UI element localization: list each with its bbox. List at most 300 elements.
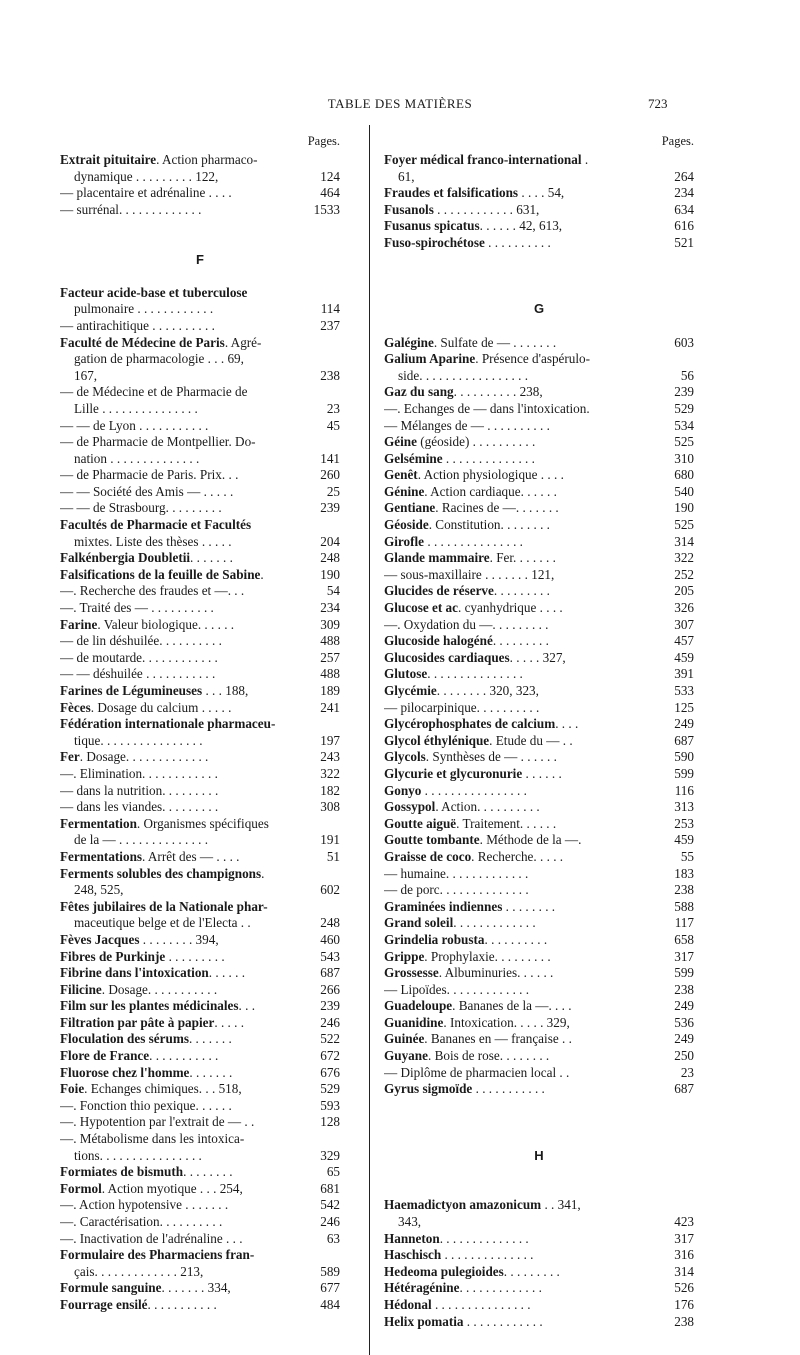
- entry-page: 190: [674, 500, 694, 516]
- index-entry-continuation: [60, 1264, 340, 1281]
- entry-page: 533: [674, 683, 694, 698]
- entry-page: 529: [674, 400, 694, 416]
- index-entry: [60, 683, 340, 700]
- entry-text: Fermentation. Organismes spécifiques: [60, 815, 269, 831]
- entry-text: Hedeoma pulegioides. . . . . . . . .: [384, 1263, 560, 1279]
- entry-text: —. Fonction thio pexique. . . . . .: [60, 1097, 232, 1113]
- entry-page: 459: [674, 649, 694, 665]
- entry-page: 687: [674, 732, 694, 748]
- index-entry: [384, 949, 694, 966]
- index-entry: [60, 617, 340, 634]
- index-entry-continuation: [60, 882, 340, 899]
- entry-text: çais. . . . . . . . . . . . . 213,: [74, 1263, 204, 1279]
- spacer: [384, 1181, 694, 1198]
- entry-text: Grippe. Prophylaxie. . . . . . . . .: [384, 948, 551, 964]
- index-entry: [384, 882, 694, 899]
- index-entry: [60, 152, 340, 169]
- entry-page: 257: [320, 649, 340, 665]
- entry-text: — — de Lyon . . . . . . . . . . .: [60, 417, 209, 433]
- entry-text: Galégine. Sulfate de — . . . . . . .: [384, 334, 557, 350]
- entry-text: maceutique belge et de l'Electa . .: [74, 915, 251, 931]
- index-entry: [60, 899, 340, 916]
- index-entry: [60, 633, 340, 650]
- index-entry: [384, 816, 694, 833]
- entry-page: 238: [674, 981, 694, 997]
- entry-text: Fraudes et falsifications . . . . 54,: [384, 185, 565, 201]
- entry-text: gation de pharmacologie . . . 69,: [74, 351, 244, 367]
- index-entry: [384, 517, 694, 534]
- entry-page: 599: [674, 765, 694, 781]
- index-entry: [384, 384, 694, 401]
- index-entry: [60, 650, 340, 667]
- entry-page: 190: [320, 566, 340, 582]
- index-entry: [384, 202, 694, 219]
- entry-text: —. Recherche des fraudes et —. . .: [60, 583, 245, 599]
- entry-page: 253: [674, 815, 694, 831]
- index-entry: [60, 700, 340, 717]
- entry-text: mixtes. Liste des thèses . . . . .: [74, 533, 232, 549]
- entry-page: 308: [320, 799, 340, 815]
- index-entry: [60, 500, 340, 517]
- entry-page: 459: [674, 832, 694, 848]
- index-entry-continuation: [60, 301, 340, 318]
- entry-text: — de Médecine et de Pharmacie de: [60, 384, 248, 400]
- entry-text: Guadeloupe. Bananes de la —. . . .: [384, 998, 572, 1014]
- entry-text: Floculation des sérums. . . . . . .: [60, 1031, 232, 1047]
- left-column: [60, 130, 340, 1314]
- index-entry: [384, 683, 694, 700]
- entry-text: Faculté de Médecine de Paris. Agré-: [60, 334, 262, 350]
- spacer: [384, 268, 694, 285]
- entry-page: 45: [326, 417, 340, 433]
- index-entry-continuation: [60, 401, 340, 418]
- entry-text: Goutte aiguë. Traitement. . . . . .: [384, 815, 557, 831]
- column-divider: [369, 125, 370, 1355]
- entry-text: 61,: [398, 168, 415, 184]
- index-entry: [60, 965, 340, 982]
- entry-text: —. Inactivation de l'adrénaline . . .: [60, 1230, 243, 1246]
- index-entry: [384, 1048, 694, 1065]
- index-entry: [384, 633, 694, 650]
- index-entry-continuation: [384, 169, 694, 186]
- spacer: [384, 252, 694, 269]
- entry-text: Falkénbergia Doubletii. . . . . . .: [60, 550, 233, 566]
- entry-text: Farines de Légumineuses . . . 188,: [60, 683, 249, 698]
- entry-page: 529: [320, 1081, 340, 1097]
- index-entry-continuation: [60, 832, 340, 849]
- index-entry: [60, 1131, 340, 1148]
- index-entry: [384, 998, 694, 1015]
- entry-page: 260: [320, 467, 340, 483]
- entry-page: 238: [674, 882, 694, 898]
- index-entry: [384, 849, 694, 866]
- entry-page: 534: [674, 417, 694, 433]
- entry-page: 238: [674, 1313, 694, 1329]
- entry-page: 634: [674, 201, 694, 217]
- index-entry: [384, 733, 694, 750]
- index-entry-continuation: [384, 368, 694, 385]
- entry-page: 681: [320, 1180, 340, 1196]
- entry-page: 522: [320, 1031, 340, 1047]
- index-entry: [384, 749, 694, 766]
- entry-text: tique. . . . . . . . . . . . . . . .: [74, 732, 203, 748]
- entry-text: Glucoside halogéné. . . . . . . . .: [384, 633, 549, 649]
- index-entry: [60, 1214, 340, 1231]
- index-entry: [384, 700, 694, 717]
- entry-text: Helix pomatia . . . . . . . . . . . .: [384, 1313, 543, 1329]
- index-entry: [384, 235, 694, 252]
- entry-page: 314: [674, 533, 694, 549]
- entry-text: Fibres de Purkinje . . . . . . . . .: [60, 948, 225, 964]
- entry-page: 687: [320, 965, 340, 981]
- entry-text: — sous-maxillaire . . . . . . . 121,: [384, 566, 555, 582]
- entry-page: 51: [326, 848, 340, 864]
- entry-text: —. Caractérisation. . . . . . . . . .: [60, 1214, 223, 1229]
- entry-text: — dans les viandes. . . . . . . . .: [60, 799, 219, 815]
- index-entry: [60, 600, 340, 617]
- index-entry: [384, 1297, 694, 1314]
- index-entry: [60, 467, 340, 484]
- entry-text: — Mélanges de — . . . . . . . . . .: [384, 417, 550, 433]
- entry-page: 464: [320, 185, 340, 201]
- entry-text: — antirachitique . . . . . . . . . .: [60, 317, 215, 333]
- entry-text: Facteur acide-base et tuberculose: [60, 284, 248, 300]
- entry-page: 536: [674, 1014, 694, 1030]
- entry-text: — Diplôme de pharmacien local . .: [384, 1064, 570, 1080]
- index-entry: [60, 550, 340, 567]
- entry-text: Glutose. . . . . . . . . . . . . . .: [384, 666, 523, 682]
- index-entry: [384, 666, 694, 683]
- entry-text: Guinée. Bananes en — française . .: [384, 1031, 572, 1047]
- entry-page: 314: [674, 1263, 694, 1279]
- index-entry: [384, 1065, 694, 1082]
- index-entry: [60, 1114, 340, 1131]
- entry-text: Facultés de Pharmacie et Facultés: [60, 517, 252, 533]
- entry-text: — pilocarpinique. . . . . . . . . .: [384, 699, 540, 715]
- index-entry: [60, 799, 340, 816]
- index-entry: [60, 1065, 340, 1082]
- entry-text: Gentiane. Racines de —. . . . . . .: [384, 500, 559, 516]
- entry-text: Fédération internationale pharmaceu-: [60, 716, 276, 732]
- index-entry: [384, 1197, 694, 1214]
- entry-page: 322: [674, 550, 694, 566]
- entry-text: Filicine. Dosage. . . . . . . . . . .: [60, 981, 218, 997]
- entry-text: Galium Aparine. Présence d'aspérulo-: [384, 351, 591, 367]
- entry-text: Haemadictyon amazonicum . . 341,: [384, 1197, 581, 1213]
- entry-page: 250: [674, 1048, 694, 1064]
- index-entry: [60, 849, 340, 866]
- entry-text: — dans la nutrition. . . . . . . . .: [60, 782, 219, 798]
- index-entry: [384, 351, 694, 368]
- entry-page: 248: [320, 550, 340, 566]
- entry-text: side. . . . . . . . . . . . . . . . .: [398, 367, 529, 383]
- index-entry: [384, 650, 694, 667]
- entry-text: tions. . . . . . . . . . . . . . . .: [74, 1147, 202, 1163]
- index-entry: [60, 816, 340, 833]
- entry-page: 310: [674, 450, 694, 466]
- entry-text: Glucosides cardiaques. . . . . 327,: [384, 649, 566, 665]
- entry-page: 616: [674, 218, 694, 234]
- entry-page: 241: [320, 699, 340, 715]
- entry-page: 525: [674, 434, 694, 450]
- index-entry: [384, 185, 694, 202]
- entry-text: — de lin déshuilée. . . . . . . . . .: [60, 633, 222, 649]
- entry-text: Grossesse. Albuminuries. . . . . .: [384, 965, 554, 981]
- entry-text: 343,: [398, 1214, 422, 1229]
- entry-page: 266: [320, 981, 340, 997]
- index-entry-continuation: [60, 915, 340, 932]
- index-entry: [384, 500, 694, 517]
- section-letter: H: [534, 1147, 544, 1163]
- entry-page: 525: [674, 517, 694, 533]
- entry-text: Foie. Echanges chimiques. . . 518,: [60, 1081, 242, 1097]
- index-entry: [384, 982, 694, 999]
- index-entry: [60, 949, 340, 966]
- index-entry: [60, 484, 340, 501]
- entry-page: 264: [674, 168, 694, 184]
- spacer: [384, 318, 694, 335]
- entry-page: 309: [320, 616, 340, 632]
- spacer: [384, 1114, 694, 1131]
- index-entry: [384, 567, 694, 584]
- index-entry: [60, 1181, 340, 1198]
- entry-text: Gonyo . . . . . . . . . . . . . . . .: [384, 782, 527, 798]
- entry-page: 197: [320, 732, 340, 748]
- entry-text: 167,: [74, 367, 98, 383]
- entry-page: 56: [680, 367, 694, 383]
- entry-text: Fêtes jubilaires de la Nationale phar-: [60, 898, 268, 914]
- entry-text: Guyane. Bois de rose. . . . . . . .: [384, 1048, 550, 1064]
- entry-page: 317: [674, 1230, 694, 1246]
- entry-page: 317: [674, 948, 694, 964]
- entry-page: 588: [674, 898, 694, 914]
- index-entry: [60, 583, 340, 600]
- entry-text: Glucides de réserve. . . . . . . . .: [384, 583, 550, 599]
- entry-page: 542: [320, 1197, 340, 1213]
- entry-page: 239: [320, 998, 340, 1014]
- index-entry: [60, 1197, 340, 1214]
- entry-page: 249: [674, 1031, 694, 1047]
- entry-page: 246: [320, 1214, 340, 1229]
- entry-text: Formule sanguine. . . . . . . 334,: [60, 1280, 231, 1296]
- entry-text: — placentaire et adrénaline . . . .: [60, 185, 232, 201]
- index-entry: [384, 583, 694, 600]
- index-entry: [60, 202, 340, 219]
- right-column: [384, 130, 694, 1330]
- entry-text: Farine. Valeur biologique. . . . . .: [60, 616, 235, 632]
- entry-text: nation . . . . . . . . . . . . . .: [74, 450, 200, 466]
- entry-text: Fibrine dans l'intoxication. . . . . .: [60, 965, 246, 981]
- index-entry: [60, 567, 340, 584]
- entry-page: 25: [326, 483, 340, 499]
- entry-page: 589: [320, 1263, 340, 1279]
- entry-text: Hédonal . . . . . . . . . . . . . . .: [384, 1296, 531, 1312]
- entry-text: —. Traité des — . . . . . . . . . .: [60, 600, 214, 616]
- entry-text: Fuso-spirochétose . . . . . . . . . .: [384, 234, 551, 250]
- entry-text: Grindelia robusta. . . . . . . . . .: [384, 931, 548, 947]
- index-entry: [60, 783, 340, 800]
- index-entry-continuation: [60, 169, 340, 186]
- entry-page: 313: [674, 799, 694, 815]
- entry-text: Fer. Dosage. . . . . . . . . . . . .: [60, 749, 209, 765]
- pages-label: Pages.: [307, 134, 340, 148]
- index-entry: [60, 1048, 340, 1065]
- index-entry: [60, 866, 340, 883]
- entry-text: —. Métabolisme dans les intoxica-: [60, 1131, 245, 1147]
- index-entry: [60, 1280, 340, 1297]
- entry-page: 117: [674, 915, 694, 931]
- entry-text: — de moutarde. . . . . . . . . . . .: [60, 649, 218, 665]
- index-entry-continuation: [60, 351, 340, 368]
- entry-text: Falsifications de la feuille de Sabine.: [60, 566, 264, 582]
- index-entry-continuation: [60, 733, 340, 750]
- entry-text: Goutte tombante. Méthode de la —.: [384, 832, 582, 848]
- index-entry: [384, 152, 694, 169]
- entry-text: Glande mammaire. Fer. . . . . . .: [384, 550, 556, 566]
- index-entry: [60, 1231, 340, 1248]
- index-entry: [60, 1031, 340, 1048]
- entry-page: 128: [320, 1114, 340, 1130]
- entry-text: Fluorose chez l'homme. . . . . . .: [60, 1064, 233, 1080]
- entry-page: 543: [320, 948, 340, 964]
- entry-page: 243: [320, 749, 340, 765]
- index-entry: [60, 1098, 340, 1115]
- index-entry: [384, 434, 694, 451]
- index-entry: [60, 932, 340, 949]
- index-entry: [60, 418, 340, 435]
- entry-text: —. Action hypotensive . . . . . . .: [60, 1197, 229, 1213]
- entry-text: Genêt. Action physiologique . . . .: [384, 467, 564, 483]
- index-entry: [60, 716, 340, 733]
- entry-text: Fèces. Dosage du calcium . . . . .: [60, 699, 232, 715]
- entry-page: 658: [674, 931, 694, 947]
- entry-text: Haschisch . . . . . . . . . . . . . .: [384, 1247, 534, 1263]
- index-entry: [384, 766, 694, 783]
- entry-page: 677: [320, 1280, 340, 1296]
- entry-text: Graisse de coco. Recherche. . . . .: [384, 848, 564, 864]
- index-entry-continuation: [60, 534, 340, 551]
- index-entry: [384, 451, 694, 468]
- entry-text: Grand soleil. . . . . . . . . . . . .: [384, 915, 536, 931]
- index-entry: [60, 185, 340, 202]
- entry-text: Formiates de bismuth. . . . . . . .: [60, 1164, 233, 1180]
- index-entry-continuation: [60, 451, 340, 468]
- index-entry: [384, 484, 694, 501]
- entry-page: 205: [674, 583, 694, 599]
- entry-text: Hanneton. . . . . . . . . . . . . .: [384, 1230, 529, 1246]
- entry-page: 23: [680, 1064, 694, 1080]
- entry-text: —. Hypotention par l'extrait de — . .: [60, 1114, 255, 1130]
- entry-page: 246: [320, 1014, 340, 1030]
- spacer: [60, 268, 340, 285]
- entry-page: 248: [320, 915, 340, 931]
- entry-page: 239: [320, 500, 340, 516]
- entry-page: 680: [674, 467, 694, 483]
- entry-text: Gossypol. Action. . . . . . . . . .: [384, 799, 540, 815]
- index-entry-continuation: [60, 1148, 340, 1165]
- entry-page: 329: [320, 1147, 340, 1163]
- index-entry: [384, 1247, 694, 1264]
- entry-text: — — de Strasbourg. . . . . . . . .: [60, 500, 222, 516]
- entry-text: Gelsémine . . . . . . . . . . . . . .: [384, 450, 535, 466]
- entry-text: Lille . . . . . . . . . . . . . . .: [74, 400, 198, 416]
- entry-text: Flore de France. . . . . . . . . . .: [60, 1048, 219, 1064]
- entry-page: 423: [674, 1214, 694, 1229]
- section-letter: G: [533, 301, 545, 317]
- index-entry: [60, 285, 340, 302]
- index-entry: [384, 783, 694, 800]
- entry-text: Géoside. Constitution. . . . . . . .: [384, 517, 550, 533]
- entry-page: 239: [674, 384, 694, 400]
- entry-page: 484: [320, 1296, 340, 1312]
- entry-text: — surrénal. . . . . . . . . . . . .: [60, 201, 202, 217]
- entry-text: — de Pharmacie de Montpellier. Do-: [60, 434, 256, 450]
- index-entry: [60, 749, 340, 766]
- index-entry: [384, 218, 694, 235]
- entry-text: —. Oxydation du —. . . . . . . . .: [384, 616, 549, 632]
- index-entry: [384, 965, 694, 982]
- entry-page: 237: [320, 317, 340, 333]
- entry-page: 125: [674, 699, 694, 715]
- entry-page: 540: [674, 483, 694, 499]
- index-entry: [60, 766, 340, 783]
- entry-text: Glycérophosphates de calcium. . . .: [384, 716, 579, 732]
- index-entry: [60, 517, 340, 534]
- entry-page: 603: [674, 334, 694, 350]
- entry-text: Glycémie. . . . . . . . 320, 323,: [384, 683, 539, 698]
- entry-page: 114: [320, 301, 340, 317]
- index-entry: [60, 384, 340, 401]
- entry-page: 204: [320, 533, 340, 549]
- entry-text: 248, 525,: [74, 882, 124, 898]
- entry-page: 249: [674, 716, 694, 732]
- entry-page: 65: [326, 1164, 340, 1180]
- entry-page: 63: [326, 1230, 340, 1246]
- entry-page: 593: [320, 1097, 340, 1113]
- index-entry: [60, 666, 340, 683]
- spacer: [384, 1098, 694, 1115]
- index-entry: [384, 915, 694, 932]
- entry-text: Film sur les plantes médicinales. . .: [60, 998, 256, 1014]
- entry-page: 141: [320, 450, 340, 466]
- entry-text: — — Société des Amis — . . . . .: [60, 483, 234, 499]
- index-entry: [384, 1280, 694, 1297]
- index-entry: [60, 1297, 340, 1314]
- index-entry: [384, 832, 694, 849]
- entry-page: 599: [674, 965, 694, 981]
- entry-page: 54: [326, 583, 340, 599]
- spacer: [384, 1131, 694, 1148]
- entry-text: — de Pharmacie de Paris. Prix. . .: [60, 467, 239, 483]
- entry-page: 316: [674, 1247, 694, 1263]
- page-number: 723: [648, 96, 668, 111]
- index-entry: [384, 1015, 694, 1032]
- entry-text: dynamique . . . . . . . . . 122,: [74, 168, 219, 184]
- entry-text: Fermentations. Arrêt des — . . . .: [60, 848, 240, 864]
- entry-page: 234: [674, 185, 694, 201]
- entry-page: 238: [320, 367, 340, 383]
- entry-page: 252: [674, 566, 694, 582]
- spacer: [384, 1164, 694, 1181]
- index-entry: [60, 1247, 340, 1264]
- index-entry: [384, 866, 694, 883]
- entry-page: 189: [320, 683, 340, 698]
- entry-page: 676: [320, 1064, 340, 1080]
- entry-text: Foyer médical franco-international .: [384, 152, 589, 167]
- entry-text: Guanidine. Intoxication. . . . . 329,: [384, 1014, 570, 1030]
- entry-text: — humaine. . . . . . . . . . . . .: [384, 865, 529, 881]
- pages-label: Pages.: [661, 134, 694, 148]
